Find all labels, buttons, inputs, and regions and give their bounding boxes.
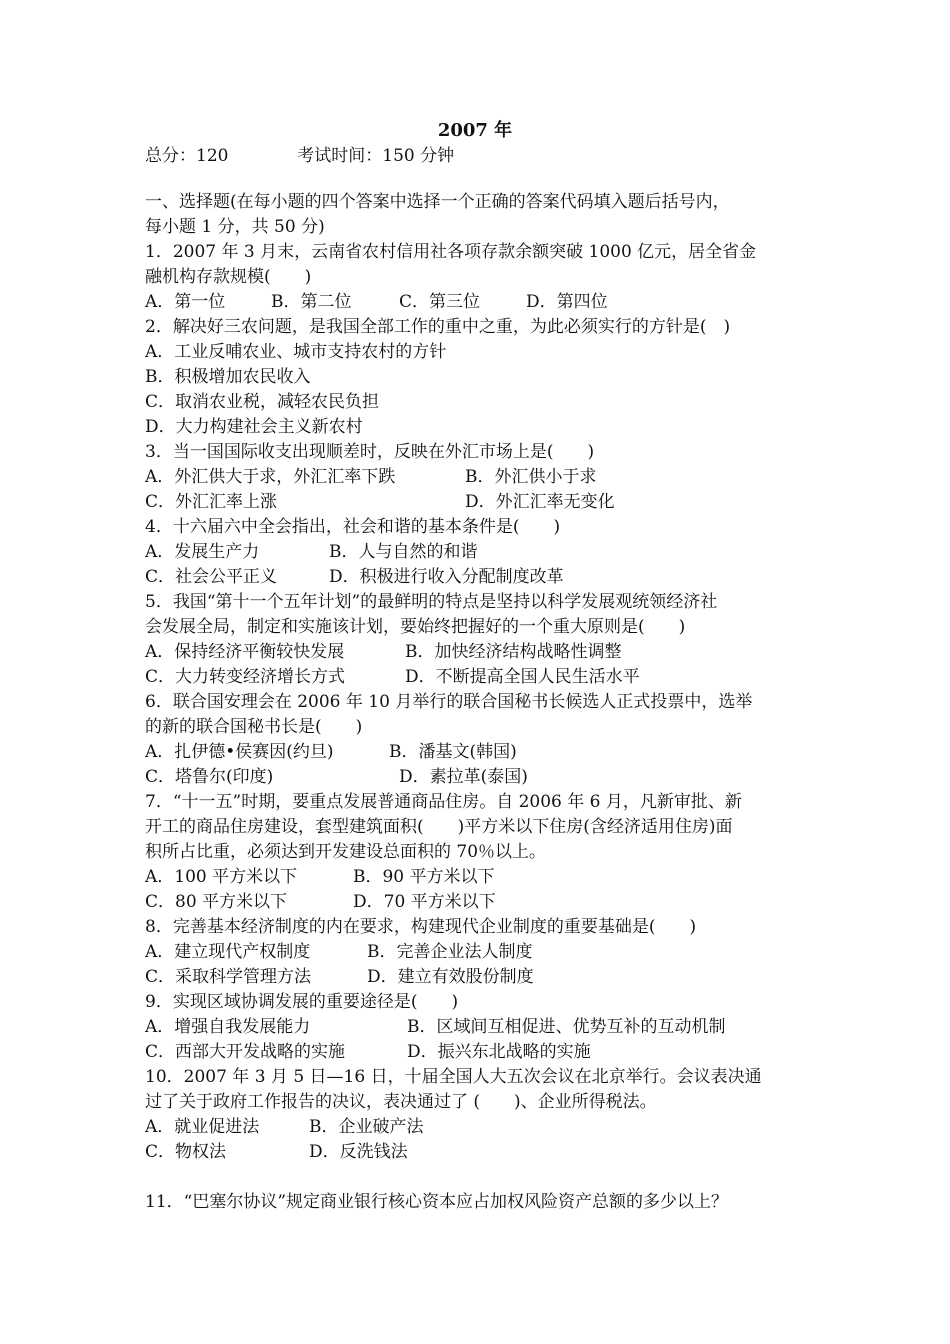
question-10-cont: 过了关于政府工作报告的决议，表决通过了 ( )、企业所得税法。 xyxy=(145,1092,657,1112)
option-c: C．大力转变经济增长方式 xyxy=(145,667,346,687)
question-5: 5．我国“第十一个五年计划”的最鲜明的特点是坚持以科学发展观统领经济社 xyxy=(145,592,718,612)
option-a: A．外汇供大于求，外汇汇率下跌 xyxy=(145,467,396,487)
option-c: C．外汇汇率上涨 xyxy=(145,492,278,512)
option-b: B．潘基文(韩国) xyxy=(389,742,517,762)
total-score: 总分：120 xyxy=(145,146,229,166)
question-7: 7．“十一五”时期，要重点发展普通商品住房。自 2006 年 6 月，凡新审批、新 xyxy=(145,792,742,812)
option-b: B．人与自然的和谐 xyxy=(329,542,478,562)
question-3: 3．当一国国际收支出现顺差时，反映在外汇市场上是( ) xyxy=(145,442,595,462)
option-d: D．大力构建社会主义新农村 xyxy=(145,417,363,437)
question-7-options-2 xyxy=(145,890,810,915)
option-d: D．建立有效股份制度 xyxy=(367,967,534,987)
question-10: 10．2007 年 3 月 5 日—16 日，十届全国人大五次会议在北京举行。会议表决通 xyxy=(145,1067,762,1087)
option-a: A．保持经济平衡较快发展 xyxy=(145,642,345,662)
question-3-options-2 xyxy=(145,490,810,515)
option-c: C．第三位 xyxy=(399,292,481,312)
option-b: B．积极增加农民收入 xyxy=(145,367,311,387)
question-11: 11．“巴塞尔协议”规定商业银行核心资本应占加权风险资产总额的多少以上？ xyxy=(145,1192,729,1212)
option-d: D．70 平方米以下 xyxy=(353,892,496,912)
question-6: 6．联合国安理会在 2006 年 10 月举行的联合国秘书长候选人正式投票中，选举 xyxy=(145,692,753,712)
question-4: 4．十六届六中全会指出，社会和谐的基本条件是( ) xyxy=(145,517,561,537)
question-6-options-2 xyxy=(145,765,810,790)
question-5-options-1 xyxy=(145,640,810,665)
option-a: A．100 平方米以下 xyxy=(145,867,298,887)
question-9-options-1 xyxy=(145,1015,810,1040)
option-a: A．第一位 xyxy=(145,292,226,312)
question-6-options-1 xyxy=(145,740,810,765)
option-a: A．建立现代产权制度 xyxy=(145,942,311,962)
question-4-options-2 xyxy=(145,565,810,590)
question-8-options-2 xyxy=(145,965,810,990)
exam-meta xyxy=(145,141,454,166)
question-9-options-2 xyxy=(145,1040,810,1065)
question-6-cont: 的新的联合国秘书长是( ) xyxy=(145,717,363,737)
spacer xyxy=(145,1165,810,1190)
question-7-cont-2: 积所占比重，必须达到开发建设总面积的 70％以上。 xyxy=(145,842,547,862)
option-a: A．发展生产力 xyxy=(145,542,260,562)
option-c: C．西部大开发战略的实施 xyxy=(145,1042,346,1062)
question-8-options-1 xyxy=(145,940,810,965)
option-b: B．外汇供小于求 xyxy=(465,467,597,487)
option-a: A．增强自我发展能力 xyxy=(145,1017,311,1037)
question-2: 2．解决好三农问题，是我国全部工作的重中之重，为此必须实行的方针是( ) xyxy=(145,317,731,337)
option-c: C．采取科学管理方法 xyxy=(145,967,312,987)
question-9: 9．实现区域协调发展的重要途径是( ) xyxy=(145,992,459,1012)
option-c: C．80 平方米以下 xyxy=(145,892,288,912)
option-d: D．反洗钱法 xyxy=(309,1142,408,1162)
question-7-cont: 开工的商品住房建设，套型建筑面积( )平方米以下住房(含经济适用住房)面 xyxy=(145,817,733,837)
option-d: D．不断提高全国人民生活水平 xyxy=(405,667,640,687)
option-d: D．振兴东北战略的实施 xyxy=(407,1042,591,1062)
option-c: C．物权法 xyxy=(145,1142,227,1162)
option-a: A．扎伊德•侯赛因(约旦) xyxy=(145,742,334,762)
question-3-options-1 xyxy=(145,465,810,490)
question-list xyxy=(145,190,810,1215)
question-8: 8．完善基本经济制度的内在要求，构建现代企业制度的重要基础是( ) xyxy=(145,917,697,937)
option-c: C．取消农业税，减轻农民负担 xyxy=(145,392,380,412)
option-d: D．外汇汇率无变化 xyxy=(465,492,615,512)
question-7-options-1 xyxy=(145,865,810,890)
option-b: B．完善企业法人制度 xyxy=(367,942,533,962)
option-d: D．第四位 xyxy=(526,292,608,312)
question-5-cont: 会发展全局，制定和实施该计划，要始终把握好的一个重大原则是( ) xyxy=(145,617,686,637)
question-10-options-1 xyxy=(145,1115,810,1140)
question-1-options xyxy=(145,290,810,315)
option-b: B．第二位 xyxy=(271,292,352,312)
question-5-options-2 xyxy=(145,665,810,690)
page-title: 2007 年 xyxy=(437,120,513,141)
option-a: A．就业促进法 xyxy=(145,1117,260,1137)
option-d: D．积极进行收入分配制度改革 xyxy=(329,567,564,587)
option-d: D．素拉革(泰国) xyxy=(399,767,528,787)
option-c: C．社会公平正义 xyxy=(145,567,278,587)
question-1-cont: 融机构存款规模( ) xyxy=(145,267,312,287)
section-heading-cont: 每小题 1 分，共 50 分) xyxy=(145,217,325,237)
question-10-options-2 xyxy=(145,1140,810,1165)
option-b: B．加快经济结构战略性调整 xyxy=(405,642,622,662)
question-4-options-1 xyxy=(145,540,810,565)
option-b: B．90 平方米以下 xyxy=(353,867,495,887)
option-c: C．塔鲁尔(印度) xyxy=(145,767,274,787)
exam-time: 考试时间：150 分钟 xyxy=(297,146,455,166)
option-b: B．区域间互相促进、优势互补的互动机制 xyxy=(407,1017,726,1037)
section-heading: 一、选择题(在每小题的四个答案中选择一个正确的答案代码填入题后括号内， xyxy=(145,192,730,212)
question-1: 1．2007 年 3 月末，云南省农村信用社各项存款余额突破 1000 亿元，居全省金 xyxy=(145,242,757,262)
option-b: B．企业破产法 xyxy=(309,1117,424,1137)
option-a: A．工业反哺农业、城市支持农村的方针 xyxy=(145,342,447,362)
